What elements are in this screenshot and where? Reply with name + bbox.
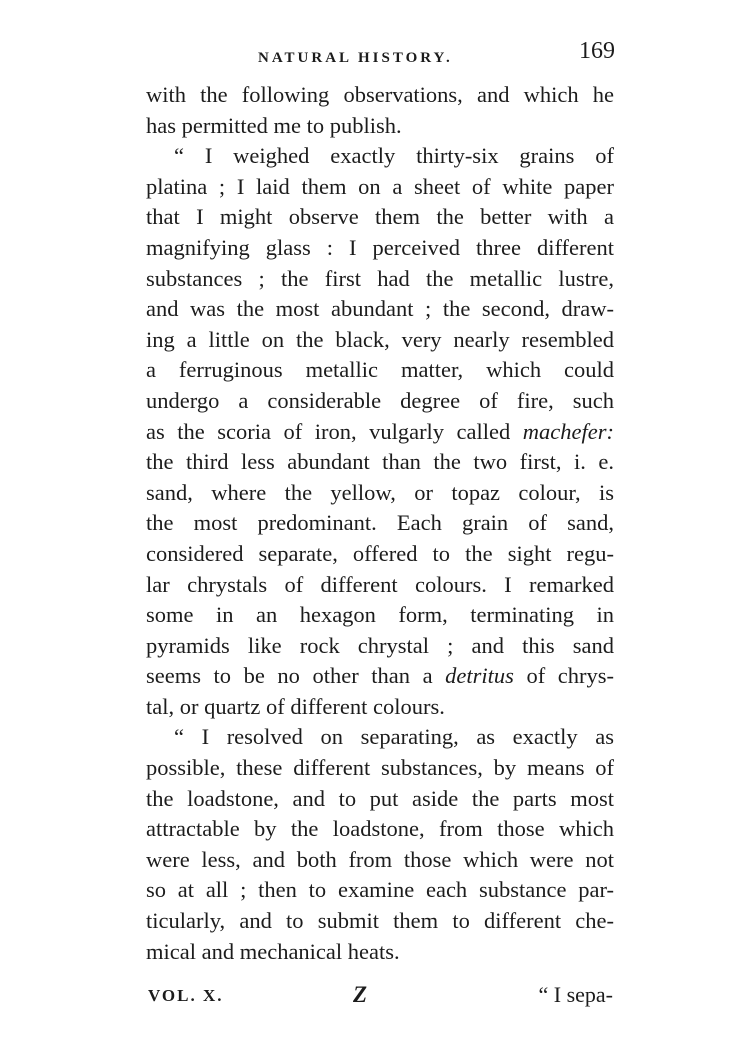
running-title: NATURAL HISTORY. xyxy=(258,50,453,66)
text-line-19: pyramids like rock chrystal ; and this sand xyxy=(146,632,614,658)
text-line-26: were less, and both from those which were not xyxy=(146,846,614,872)
text-line-20-end: of chrys- xyxy=(526,663,614,689)
page-footer xyxy=(148,982,613,1016)
page-number: 169 xyxy=(579,38,615,64)
text-line-25: attractable by the loadstone, from those which xyxy=(146,816,614,842)
text-line-15: the most predominant. Each grain of sand, xyxy=(146,510,614,536)
text-line-9: ing a little on the black, very nearly resembled xyxy=(146,326,614,352)
text-line-8: and was the most abundant ; the second, draw- xyxy=(146,296,614,322)
paragraph-start-line: “ I weighed exactly thirty-six grains of xyxy=(174,143,614,169)
text-line-20 xyxy=(146,661,614,692)
text-line-12-main: as the scoria of iron, vulgarly called xyxy=(146,418,511,444)
catchword: “ I sepa- xyxy=(538,982,613,1007)
text-line-10: a ferruginous metallic matter, which could xyxy=(146,357,614,383)
text-line-21: tal, or quartz of different colours. xyxy=(146,693,445,719)
text-line-7: substances ; the first had the metallic lustre, xyxy=(146,265,614,291)
italic-term-machefer: machefer: xyxy=(522,418,615,444)
running-head xyxy=(150,38,615,72)
text-line-2: has permitted me to publish. xyxy=(146,112,402,138)
signature-mark: Z xyxy=(353,982,368,1007)
text-line-14: sand, where the yellow, or topaz colour, is xyxy=(146,479,614,505)
text-line-6: magnifying glass : I perceived three different xyxy=(146,234,614,260)
text-line-17: lar chrystals of different colours. I remarked xyxy=(146,571,614,597)
italic-term-detritus: detritus xyxy=(445,663,514,689)
text-line-18: some in an hexagon form, terminating in xyxy=(146,602,614,628)
text-line-23: possible, these different substances, by means of xyxy=(146,755,614,781)
text-line-4: platina ; I laid them on a sheet of white paper xyxy=(146,173,614,199)
text-line-13: the third less abundant than the two first, i. e. xyxy=(146,449,614,475)
text-line-27: so at all ; then to examine each substance par- xyxy=(146,877,614,903)
text-line-1: with the following observations, and which he xyxy=(146,82,614,107)
volume-signature: VOL. X. xyxy=(148,986,224,1005)
text-line-24: the loadstone, and to put aside the parts most xyxy=(146,785,614,811)
text-line-12 xyxy=(146,417,614,448)
text-line-29: mical and mechanical heats. xyxy=(146,938,400,964)
text-line-20-main: seems to be no other than a xyxy=(146,663,433,689)
text-line-5: that I might observe them the better with a xyxy=(146,204,614,230)
paragraph-start-line-2: “ I resolved on separating, as exactly as xyxy=(174,724,614,750)
text-line-11: undergo a considerable degree of fire, such xyxy=(146,387,614,413)
body-text xyxy=(146,80,614,967)
text-line-16: considered separate, offered to the sight regu- xyxy=(146,540,614,566)
text-line-28: ticularly, and to submit them to different che- xyxy=(146,908,614,934)
